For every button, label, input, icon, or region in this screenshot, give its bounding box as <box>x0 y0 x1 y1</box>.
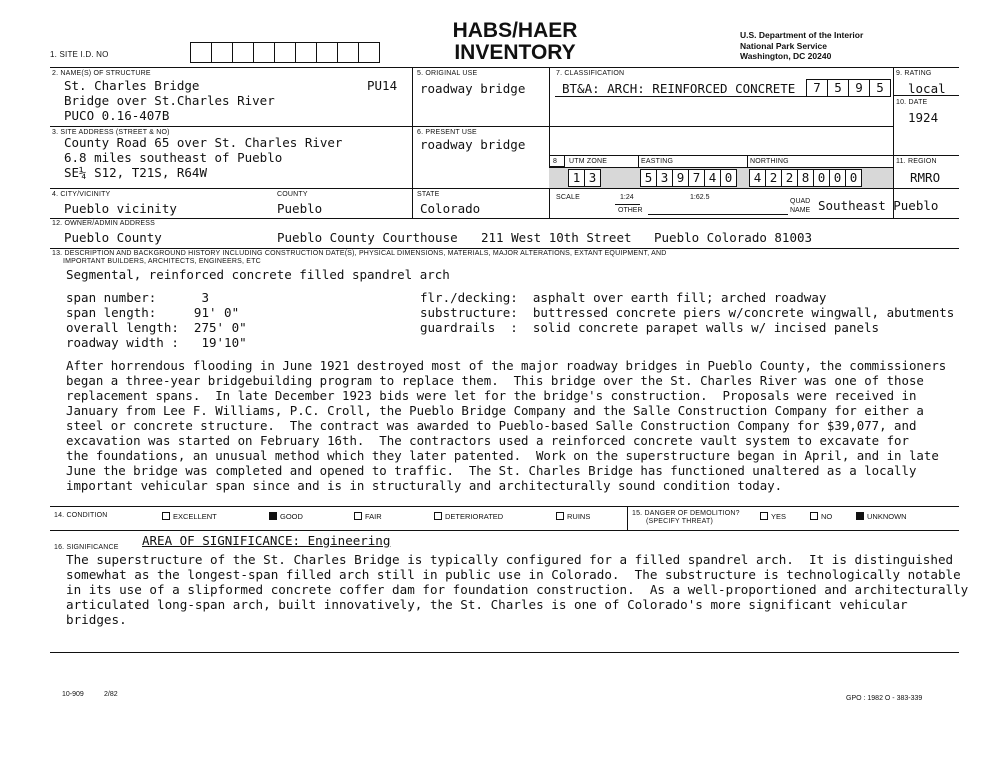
utm-northing-label: NORTHING <box>750 158 789 165</box>
structure-code[interactable]: PU14 <box>367 78 398 93</box>
agency-line3: Washington, DC 20240 <box>740 51 832 61</box>
danger-unknown-checkbox[interactable] <box>856 512 864 520</box>
rule <box>412 67 413 218</box>
owner-label: 12. OWNER/ADMIN ADDRESS <box>52 220 156 227</box>
owner-city[interactable]: Pueblo Colorado 81003 <box>654 230 813 245</box>
owner-name[interactable]: Pueblo County <box>64 230 162 245</box>
site-id-box[interactable] <box>232 42 254 63</box>
description-label-line1: 13. DESCRIPTION AND BACKGROUND HISTORY INCLUDING CONSTRUCTION DATE(S), PHYSICAL DIMENSIONS, MATERIALS, MAJOR ALTERATIONS, EXTANT EQUIPMENT, AND <box>52 250 667 257</box>
county-label: COUNTY <box>277 191 308 198</box>
utm-northing-digit[interactable]: 0 <box>845 169 862 187</box>
specs-left[interactable]: span number: 3 span length: 91' 0" overall length: 275' 0" roadway width : 19'10" <box>66 290 247 350</box>
classification-digit[interactable]: 7 <box>806 79 828 97</box>
site-id-box[interactable] <box>295 42 317 63</box>
scale-label: SCALE <box>556 194 580 201</box>
utm-easting-label: EASTING <box>641 158 674 165</box>
scale-other-field[interactable] <box>648 214 788 215</box>
rule <box>615 204 640 205</box>
city-value[interactable]: Pueblo vicinity <box>64 201 177 216</box>
classification-digit[interactable]: 9 <box>848 79 870 97</box>
utm-easting-digit[interactable]: 5 <box>640 169 657 187</box>
danger-label-line1: 15. DANGER OF DEMOLITION? <box>632 510 740 517</box>
present-use-label: 6. PRESENT USE <box>417 129 477 136</box>
agency-line2: National Park Service <box>740 40 827 51</box>
utm-zone-digit[interactable]: 3 <box>584 169 601 187</box>
county-value[interactable]: Pueblo <box>277 201 323 216</box>
danger-no-label: NO <box>821 512 833 521</box>
site-id-box[interactable] <box>190 42 212 63</box>
rule <box>50 218 959 219</box>
structure-name[interactable]: St. Charles Bridge <box>64 78 200 93</box>
rating-value[interactable]: local <box>908 81 946 96</box>
rule <box>50 67 959 68</box>
original-use-label: 5. ORIGINAL USE <box>417 70 478 77</box>
condition-fair-checkbox[interactable] <box>354 512 362 520</box>
site-address-line3[interactable]: SE¼ S12, T21S, R64W <box>64 165 207 180</box>
utm-northing-digit[interactable]: 2 <box>765 169 782 187</box>
rule <box>50 126 893 127</box>
significance-area[interactable]: AREA OF SIGNIFICANCE: Engineering <box>142 533 391 548</box>
classification-value[interactable]: BT&A: ARCH: REINFORCED CONCRETE <box>562 81 796 96</box>
rule <box>555 96 808 97</box>
form-title-line2: INVENTORY <box>454 41 576 64</box>
structure-id[interactable]: PUCO 0.16-407B <box>64 108 170 123</box>
form-title-line1: HABS/HAER <box>452 19 578 42</box>
description-summary[interactable]: Segmental, reinforced concrete filled spandrel arch <box>66 267 450 282</box>
utm-northing-digit[interactable]: 4 <box>749 169 766 187</box>
utm-easting-digit[interactable]: 9 <box>672 169 689 187</box>
condition-ruins-checkbox[interactable] <box>556 512 564 520</box>
owner-street[interactable]: 211 West 10th Street <box>481 230 632 245</box>
utm-zone-label: UTM ZONE <box>569 158 608 165</box>
rule <box>893 155 959 156</box>
state-value[interactable]: Colorado <box>420 201 481 216</box>
rule <box>50 188 959 189</box>
site-id-box[interactable] <box>316 42 338 63</box>
condition-good-checkbox[interactable] <box>269 512 277 520</box>
site-id-box[interactable] <box>337 42 359 63</box>
utm-easting-digit[interactable]: 4 <box>704 169 721 187</box>
site-id-box[interactable] <box>211 42 233 63</box>
site-id-box[interactable] <box>358 42 380 63</box>
owner-building[interactable]: Pueblo County Courthouse <box>277 230 458 245</box>
form-date: 2/82 <box>104 691 118 698</box>
classification-digit[interactable]: 5 <box>827 79 849 97</box>
structure-name-label: 2. NAME(S) OF STRUCTURE <box>52 70 151 77</box>
agency-block <box>740 30 863 62</box>
rule <box>627 506 628 530</box>
date-label: 10. DATE <box>896 99 928 106</box>
condition-deteriorated-checkbox[interactable] <box>434 512 442 520</box>
rule <box>50 530 959 531</box>
specs-right[interactable]: flr./decking: asphalt over earth fill; arched roadway substructure: buttressed concrete piers w/concrete wingwall, abutments guardrails : solid concrete parapet walls w/ incised panels <box>420 290 955 335</box>
danger-unknown-label: UNKNOWN <box>867 512 907 521</box>
form-title <box>440 20 590 64</box>
utm-zone-digit[interactable]: 1 <box>568 169 585 187</box>
danger-yes-checkbox[interactable] <box>760 512 768 520</box>
rule <box>549 67 550 218</box>
utm-northing-digit[interactable]: 8 <box>797 169 814 187</box>
scale-other-label: OTHER <box>618 207 643 214</box>
quad-label-2: NAME <box>790 207 811 214</box>
utm-easting-digit[interactable]: 7 <box>688 169 705 187</box>
rating-label: 9. RATING <box>896 70 932 77</box>
city-label: 4. CITY/VICINITY <box>52 191 111 198</box>
history-text[interactable]: After horrendous flooding in June 1921 destroyed most of the major roadway bridges in Pueblo County, the commissioners began a three-year bridgebuilding program to replace them. This bridge over the St. Charles River was one of those replacement spans. In late December 1923 bids were let for the bridge's construction. Proposals were received in January from Lee F. Williams, P.C. Croll, the Pueblo Bridge Company and the Salle Construction Company for either a steel or concrete structure. The contract was awarded to Pueblo-based Salle Construction Company for $39,077, and excavation was started on February 16th. The contractors used a reinforced concrete vault system to excavate for the foundations, an unusual method which they later patented. Work on the superstructure began in April, and in late June the bridge was completed and opened to traffic. The St. Charles Bridge has functioned unaltered as a locally important vehicular span since and is in structurally and architecturally sound condition today. <box>66 358 947 493</box>
scale-option-62[interactable]: 1:62.5 <box>690 194 710 201</box>
original-use-value[interactable]: roadway bridge <box>420 81 526 96</box>
form-number: 10-909 <box>62 691 84 698</box>
date-value[interactable]: 1924 <box>908 110 939 125</box>
gpo-imprint: GPO : 1982 O - 383-339 <box>846 695 923 702</box>
condition-excellent-checkbox[interactable] <box>162 512 170 520</box>
agency-line1: U.S. Department of the Interior <box>740 30 864 40</box>
condition-excellent-label: EXCELLENT <box>173 512 217 521</box>
region-label: 11. REGION <box>896 158 937 165</box>
significance-label: 16. SIGNIFICANCE <box>54 544 119 551</box>
utm-easting-digit[interactable]: 0 <box>720 169 737 187</box>
state-label: STATE <box>417 191 440 198</box>
classification-digit[interactable]: 5 <box>869 79 891 97</box>
rule <box>50 652 959 653</box>
condition-ruins-label: RUINS <box>567 512 591 521</box>
danger-label-line2: (SPECIFY THREAT) <box>646 518 713 525</box>
site-address-line2[interactable]: 6.8 miles southeast of Pueblo <box>64 150 283 165</box>
site-id-box[interactable] <box>253 42 275 63</box>
description-label-line2: IMPORTANT BUILDERS, ARCHITECTS, ENGINEERS, ETC <box>63 258 261 265</box>
utm-easting-digit[interactable]: 3 <box>656 169 673 187</box>
scale-option-24[interactable]: 1:24 <box>620 194 634 201</box>
condition-good-label: GOOD <box>280 512 303 521</box>
classification-label: 7. CLASSIFICATION <box>556 70 625 77</box>
condition-label: 14. CONDITION <box>54 512 108 519</box>
present-use-value[interactable]: roadway bridge <box>420 137 526 152</box>
site-id-box[interactable] <box>274 42 296 63</box>
rule <box>50 248 959 249</box>
utm-northing-digit[interactable]: 0 <box>829 169 846 187</box>
site-address-label: 3. SITE ADDRESS (STREET & NO) <box>52 129 170 136</box>
danger-yes-label: YES <box>771 512 787 521</box>
site-id-label: 1. SITE I.D. NO <box>50 50 109 59</box>
quad-name-value[interactable]: Southeast Pueblo <box>818 198 939 213</box>
condition-fair-label: FAIR <box>365 512 382 521</box>
danger-no-checkbox[interactable] <box>810 512 818 520</box>
site-address-line1[interactable]: County Road 65 over St. Charles River <box>64 135 343 150</box>
utm-northing-digit[interactable]: 0 <box>813 169 830 187</box>
quad-label-1: QUAD <box>790 198 811 205</box>
utm-num: 8 <box>553 158 558 165</box>
structure-alt-name[interactable]: Bridge over St.Charles River <box>64 93 275 108</box>
rule <box>893 67 894 218</box>
condition-deteriorated-label: DETERIORATED <box>445 512 504 521</box>
rule <box>50 506 959 507</box>
utm-northing-digit[interactable]: 2 <box>781 169 798 187</box>
significance-text[interactable]: The superstructure of the St. Charles Bridge is typically configured for a filled spandrel arch. It is distinguished somewhat as the longest-span filled arch still in public use in Colorado. The substructure is technologically notable in its use of a slipformed concrete coffer dam for foundation construction. As a well-proportioned and architecturally articulated long-span arch, built innovatively, the St. Charles is one of Colorado's more significant vehicular bridges. <box>66 552 969 627</box>
region-value[interactable]: RMRO <box>910 170 941 185</box>
